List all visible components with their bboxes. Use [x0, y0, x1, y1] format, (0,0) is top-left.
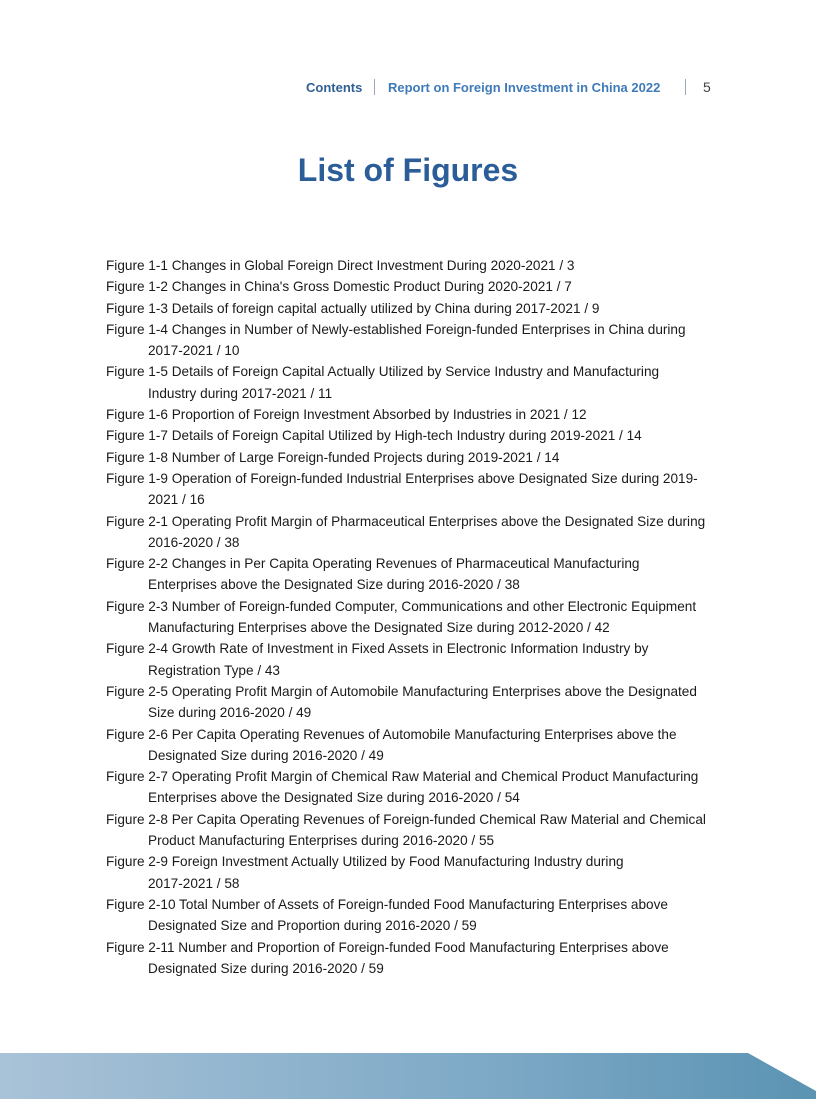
figure-entry[interactable]	[106, 361, 726, 404]
figure-entry-continuation: Size during 2016-2020 / 49	[148, 705, 312, 721]
figure-entry[interactable]	[106, 553, 726, 596]
figure-entry-line: Figure 1-8 Number of Large Foreign-funded Projects during 2019-2021 / 14	[106, 449, 560, 465]
page-number: 5	[703, 79, 711, 95]
figure-entry[interactable]	[106, 319, 726, 362]
header-divider	[685, 79, 686, 95]
figure-entry[interactable]	[106, 255, 726, 276]
figure-entry-line: Figure 1-6 Proportion of Foreign Investment Absorbed by Industries in 2021 / 12	[106, 407, 587, 423]
figure-entry-line: Figure 2-9 Foreign Investment Actually Utilized by Food Manufacturing Industry during	[106, 854, 624, 870]
figure-entry[interactable]	[106, 447, 726, 468]
figure-entry-line: Figure 2-8 Per Capita Operating Revenues of Foreign-funded Chemical Raw Material and Chemical	[106, 811, 706, 827]
running-header	[0, 78, 816, 98]
header-report-title: Report on Foreign Investment in China 2022	[388, 80, 661, 95]
figure-entry-line: Figure 2-4 Growth Rate of Investment in Fixed Assets in Electronic Information Industry by	[106, 641, 649, 657]
figure-entry-continuation: Product Manufacturing Enterprises during 2016-2020 / 55	[148, 833, 495, 849]
page-title: List of Figures	[297, 152, 519, 188]
figure-entry[interactable]	[106, 809, 726, 852]
figure-entry-line: Figure 2-11 Number and Proportion of Foreign-funded Food Manufacturing Enterprises above	[106, 939, 669, 955]
figure-entry[interactable]	[106, 766, 726, 809]
figure-entry[interactable]	[106, 894, 726, 937]
figure-entry-continuation: Designated Size and Proportion during 2016-2020 / 59	[148, 918, 477, 934]
figure-entry-continuation: 2016-2020 / 38	[148, 534, 240, 550]
figure-entry[interactable]	[106, 851, 726, 894]
figure-entry-continuation: 2017-2021 / 58	[148, 875, 240, 891]
figure-entry-line: Figure 1-9 Operation of Foreign-funded Industrial Enterprises above Designated Size during 2019-	[106, 470, 698, 486]
figure-entry-line: Figure 2-2 Changes in Per Capita Operating Revenues of Pharmaceutical Manufacturing	[106, 556, 640, 572]
figure-entry-continuation: Industry during 2017-2021 / 11	[148, 385, 333, 401]
figure-entry-line: Figure 2-6 Per Capita Operating Revenues of Automobile Manufacturing Enterprises above the	[106, 726, 677, 742]
header-divider	[374, 79, 375, 95]
figure-entry-continuation: Enterprises above the Designated Size during 2016-2020 / 54	[148, 790, 520, 806]
figure-entry[interactable]	[106, 511, 726, 554]
figure-entry[interactable]	[106, 298, 726, 319]
figure-entry-line: Figure 2-3 Number of Foreign-funded Computer, Communications and other Electronic Equipment	[106, 598, 697, 614]
figure-entry-line: Figure 2-1 Operating Profit Margin of Pharmaceutical Enterprises above the Designated Size during	[106, 513, 706, 529]
figure-entry-continuation: Designated Size during 2016-2020 / 49	[148, 747, 384, 763]
figure-entry-continuation: Designated Size during 2016-2020 / 59	[148, 960, 384, 976]
figure-entry-continuation: Manufacturing Enterprises above the Designated Size during 2012-2020 / 42	[148, 620, 610, 636]
figure-entry[interactable]	[106, 724, 726, 767]
figure-entry-line: Figure 1-4 Changes in Number of Newly-established Foreign-funded Enterprises in China during	[106, 321, 686, 337]
header-section-label: Contents	[306, 80, 363, 95]
bottom-decorative-band	[0, 1053, 816, 1099]
figure-entry[interactable]	[106, 468, 726, 511]
figure-entry-continuation: 2017-2021 / 10	[148, 343, 240, 359]
figure-entry-line: Figure 1-7 Details of Foreign Capital Utilized by High-tech Industry during 2019-2021 / 14	[106, 428, 642, 444]
figure-list	[106, 255, 726, 979]
figure-entry-continuation: Enterprises above the Designated Size during 2016-2020 / 38	[148, 577, 520, 593]
figure-entry[interactable]	[106, 638, 726, 681]
figure-entry-continuation: Registration Type / 43	[148, 662, 280, 678]
figure-entry-line: Figure 1-2 Changes in China's Gross Domestic Product During 2020-2021 / 7	[106, 279, 572, 295]
figure-entry-line: Figure 1-5 Details of Foreign Capital Actually Utilized by Service Industry and Manufacturing	[106, 364, 660, 380]
figure-entry[interactable]	[106, 404, 726, 425]
figure-entry-continuation: 2021 / 16	[148, 492, 205, 508]
figure-entry-line: Figure 2-10 Total Number of Assets of Foreign-funded Food Manufacturing Enterprises above	[106, 896, 668, 912]
figure-entry[interactable]	[106, 276, 726, 297]
figure-entry-line: Figure 2-7 Operating Profit Margin of Chemical Raw Material and Chemical Product Manufacturing	[106, 769, 699, 785]
figure-entry[interactable]	[106, 425, 726, 446]
figure-entry[interactable]	[106, 937, 726, 980]
figure-entry[interactable]	[106, 596, 726, 639]
figure-entry[interactable]	[106, 681, 726, 724]
figure-entry-line: Figure 2-5 Operating Profit Margin of Automobile Manufacturing Enterprises above the Designated	[106, 683, 697, 699]
figure-entry-line: Figure 1-3 Details of foreign capital actually utilized by China during 2017-2021 / 9	[106, 300, 600, 316]
figure-entry-line: Figure 1-1 Changes in Global Foreign Direct Investment During 2020-2021 / 3	[106, 258, 575, 273]
